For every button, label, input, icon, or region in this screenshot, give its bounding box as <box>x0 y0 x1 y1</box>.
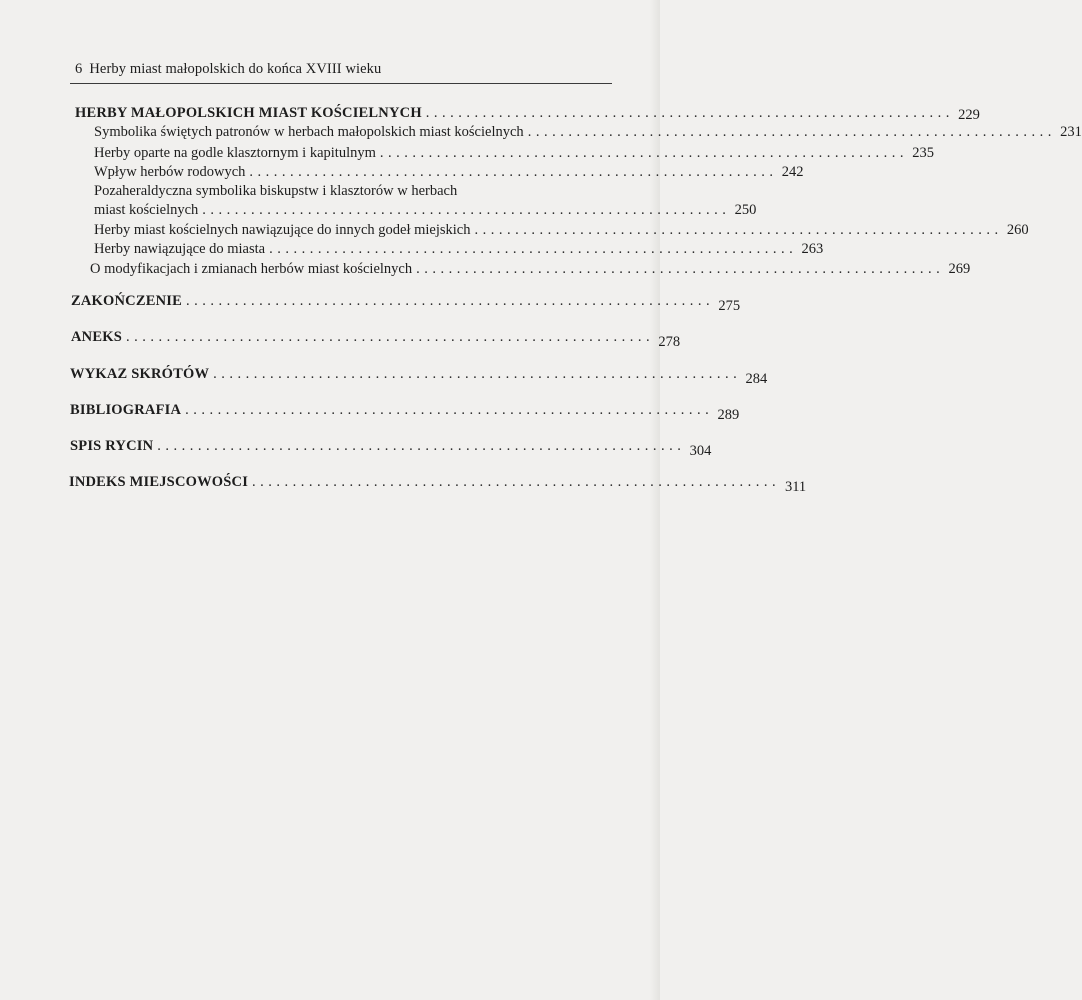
toc-chapter-page: 311 <box>784 479 807 495</box>
toc-subsection-label: miast kościelnych <box>94 202 199 218</box>
toc-chapter-label: INDEKS MIEJSCOWOŚCI <box>69 474 249 490</box>
toc-chapter-page: 289 <box>717 407 740 423</box>
toc-chapter-label: ANEKS <box>71 329 122 345</box>
dot-leader: ................................................................. <box>202 202 731 218</box>
toc-section-page: 229 <box>958 107 980 123</box>
dot-leader: ................................................................. <box>185 293 715 309</box>
toc-subsection-page: 260 <box>1006 222 1029 238</box>
toc-section-heading <box>75 105 980 123</box>
toc-chapter <box>70 366 768 387</box>
dot-leader: ................................................................. <box>269 241 798 257</box>
toc-subsection <box>94 222 1029 239</box>
toc-chapter <box>71 293 741 314</box>
toc-chapter-label: ZAKOŃCZENIE <box>71 293 182 309</box>
dot-leader: ................................................................. <box>125 329 655 345</box>
toc-subsection-label: Herby oparte na godle klasztornym i kapitulnym <box>94 145 376 161</box>
dot-leader: ................................................................. <box>249 164 778 180</box>
toc-chapter <box>71 329 681 350</box>
toc-chapter <box>70 402 740 423</box>
toc-subsection-page: 242 <box>781 164 804 180</box>
toc-chapter-page: 278 <box>658 334 681 350</box>
toc-chapter <box>70 438 712 459</box>
dot-leader: ................................................................. <box>474 222 1003 238</box>
toc-subsection <box>94 164 804 181</box>
dot-leader: ................................................................. <box>527 124 1056 140</box>
header-title: Herby miast małopolskich do końca XVIII wieku <box>89 61 382 77</box>
toc-subsection <box>90 261 971 278</box>
toc-chapter-page: 275 <box>718 298 741 314</box>
toc-subsection-label: Wpływ herbów rodowych <box>94 164 246 180</box>
toc-chapter <box>69 474 807 495</box>
dot-leader: ................................................................. <box>213 366 742 382</box>
dot-leader: ................................................................. <box>379 145 908 161</box>
header-page-number: 6 <box>75 61 83 77</box>
dot-leader: ................................................................. <box>185 402 714 418</box>
dot-leader: ................................................................. <box>416 261 945 277</box>
toc-chapter-label: SPIS RYCIN <box>70 438 154 454</box>
toc-subsection-page: 263 <box>801 241 824 257</box>
dot-leader: ................................................................. <box>157 438 686 454</box>
toc-subsection <box>94 124 1082 141</box>
dot-leader: ................................................................. <box>252 474 781 490</box>
toc-subsection-label: Symbolika świętych patronów w herbach małopolskich miast kościelnych <box>94 124 524 140</box>
toc-subsection-page: 231 <box>1060 124 1082 140</box>
toc-subsection-label-line1: Pozaheraldyczna symbolika biskupstw i klasztorów w herbach <box>94 183 458 199</box>
toc-subsection-page: 235 <box>912 145 934 161</box>
toc-chapter-label: WYKAZ SKRÓTÓW <box>70 366 210 382</box>
toc-subsection-label: O modyfikacjach i zmianach herbów miast kościelnych <box>90 261 413 277</box>
toc-chapter-label: BIBLIOGRAFIA <box>70 402 182 418</box>
toc-chapter-page: 284 <box>745 371 768 387</box>
toc-subsection-label: Herby miast kościelnych nawiązujące do innych godeł miejskich <box>94 222 471 238</box>
toc-subsection <box>94 145 934 162</box>
toc-subsection-page: 269 <box>948 261 971 277</box>
toc-section-label: HERBY MAŁOPOLSKICH MIAST KOŚCIELNYCH <box>75 105 422 121</box>
toc-subsection <box>94 202 757 219</box>
toc-subsection-page: 250 <box>734 202 757 218</box>
dot-leader: ................................................................. <box>425 105 954 121</box>
toc-subsection <box>94 241 824 258</box>
toc-chapter-page: 304 <box>689 443 712 459</box>
toc-subsection-label: Herby nawiązujące do miasta <box>94 241 266 257</box>
